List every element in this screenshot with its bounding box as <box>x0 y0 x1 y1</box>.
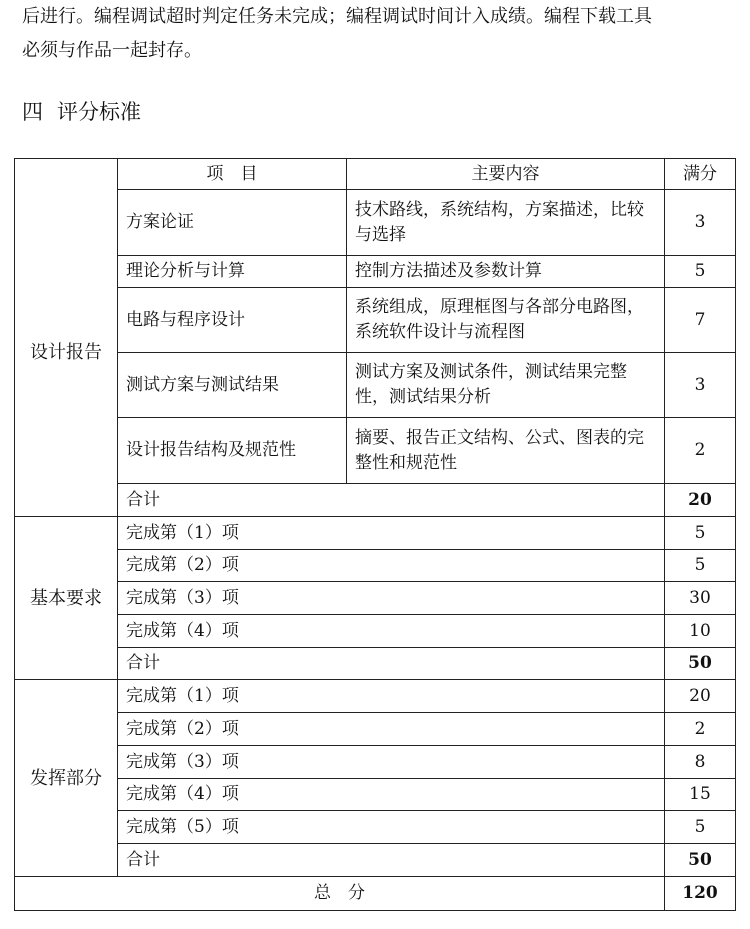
subtotal-row <box>15 844 736 877</box>
intro-paragraph <box>22 0 734 68</box>
row-item: 完成第（3）项 <box>118 746 665 779</box>
category-design-report: 设计报告 <box>15 190 118 517</box>
row-item: 理论分析与计算 <box>118 256 347 288</box>
table-row <box>15 811 736 844</box>
row-item: 完成第（4）项 <box>118 615 665 648</box>
row-content: 系统组成，原理框图与各部分电路图，系统软件设计与流程图 <box>347 288 665 353</box>
subtotal-row <box>15 648 736 680</box>
row-item: 完成第（1）项 <box>118 517 665 550</box>
section-title: 评分标准 <box>57 100 141 124</box>
section-heading <box>22 96 141 128</box>
row-score: 7 <box>665 288 736 353</box>
table-row <box>15 288 736 353</box>
subtotal-label: 合计 <box>118 648 665 680</box>
row-item: 方案论证 <box>118 190 347 256</box>
section-number: 四 <box>22 100 43 124</box>
table-row <box>15 680 736 713</box>
row-score: 15 <box>665 779 736 811</box>
row-score: 2 <box>665 713 736 746</box>
row-item: 完成第（3）项 <box>118 582 665 615</box>
header-content: 主要内容 <box>347 159 665 190</box>
row-item: 电路与程序设计 <box>118 288 347 353</box>
row-score: 2 <box>665 418 736 484</box>
row-content: 测试方案及测试条件，测试结果完整性，测试结果分析 <box>347 353 665 418</box>
row-content: 控制方法描述及参数计算 <box>347 256 665 288</box>
table-row <box>15 190 736 256</box>
row-score: 30 <box>665 582 736 615</box>
row-score: 10 <box>665 615 736 648</box>
subtotal-score: 20 <box>665 484 736 517</box>
table-row <box>15 779 736 811</box>
subtotal-label: 合计 <box>118 844 665 877</box>
intro-line-1: 后进行。编程调试超时判定任务未完成；编程调试时间计入成绩。编程下载工具 <box>22 6 652 27</box>
table-row <box>15 418 736 484</box>
row-score: 5 <box>665 811 736 844</box>
row-item: 完成第（2）项 <box>118 550 665 582</box>
subtotal-label: 合计 <box>118 484 665 517</box>
table-row <box>15 746 736 779</box>
row-item: 完成第（1）项 <box>118 680 665 713</box>
table-row <box>15 517 736 550</box>
category-basic: 基本要求 <box>15 517 118 680</box>
empty-header-cell <box>15 159 118 190</box>
row-content: 摘要、报告正文结构、公式、图表的完整性和规范性 <box>347 418 665 484</box>
row-score: 5 <box>665 256 736 288</box>
grand-total-label: 总 分 <box>15 877 665 911</box>
table-row <box>15 713 736 746</box>
scoring-table <box>14 158 736 911</box>
row-item: 完成第（2）项 <box>118 713 665 746</box>
subtotal-row <box>15 484 736 517</box>
table-row <box>15 582 736 615</box>
header-score: 满分 <box>665 159 736 190</box>
intro-line-2: 必须与作品一起封存。 <box>22 40 202 61</box>
grand-total-score: 120 <box>665 877 736 911</box>
table-row <box>15 353 736 418</box>
header-item: 项 目 <box>118 159 347 190</box>
table-row <box>15 550 736 582</box>
table-row <box>15 256 736 288</box>
row-score: 8 <box>665 746 736 779</box>
row-score: 20 <box>665 680 736 713</box>
category-extended: 发挥部分 <box>15 680 118 877</box>
table-row <box>15 615 736 648</box>
row-score: 5 <box>665 517 736 550</box>
subtotal-score: 50 <box>665 648 736 680</box>
row-score: 5 <box>665 550 736 582</box>
table-header-row <box>15 159 736 190</box>
row-score: 3 <box>665 353 736 418</box>
row-score: 3 <box>665 190 736 256</box>
subtotal-score: 50 <box>665 844 736 877</box>
row-item: 完成第（5）项 <box>118 811 665 844</box>
row-content: 技术路线，系统结构，方案描述，比较与选择 <box>347 190 665 256</box>
row-item: 设计报告结构及规范性 <box>118 418 347 484</box>
grand-total-row <box>15 877 736 911</box>
row-item: 测试方案与测试结果 <box>118 353 347 418</box>
row-item: 完成第（4）项 <box>118 779 665 811</box>
